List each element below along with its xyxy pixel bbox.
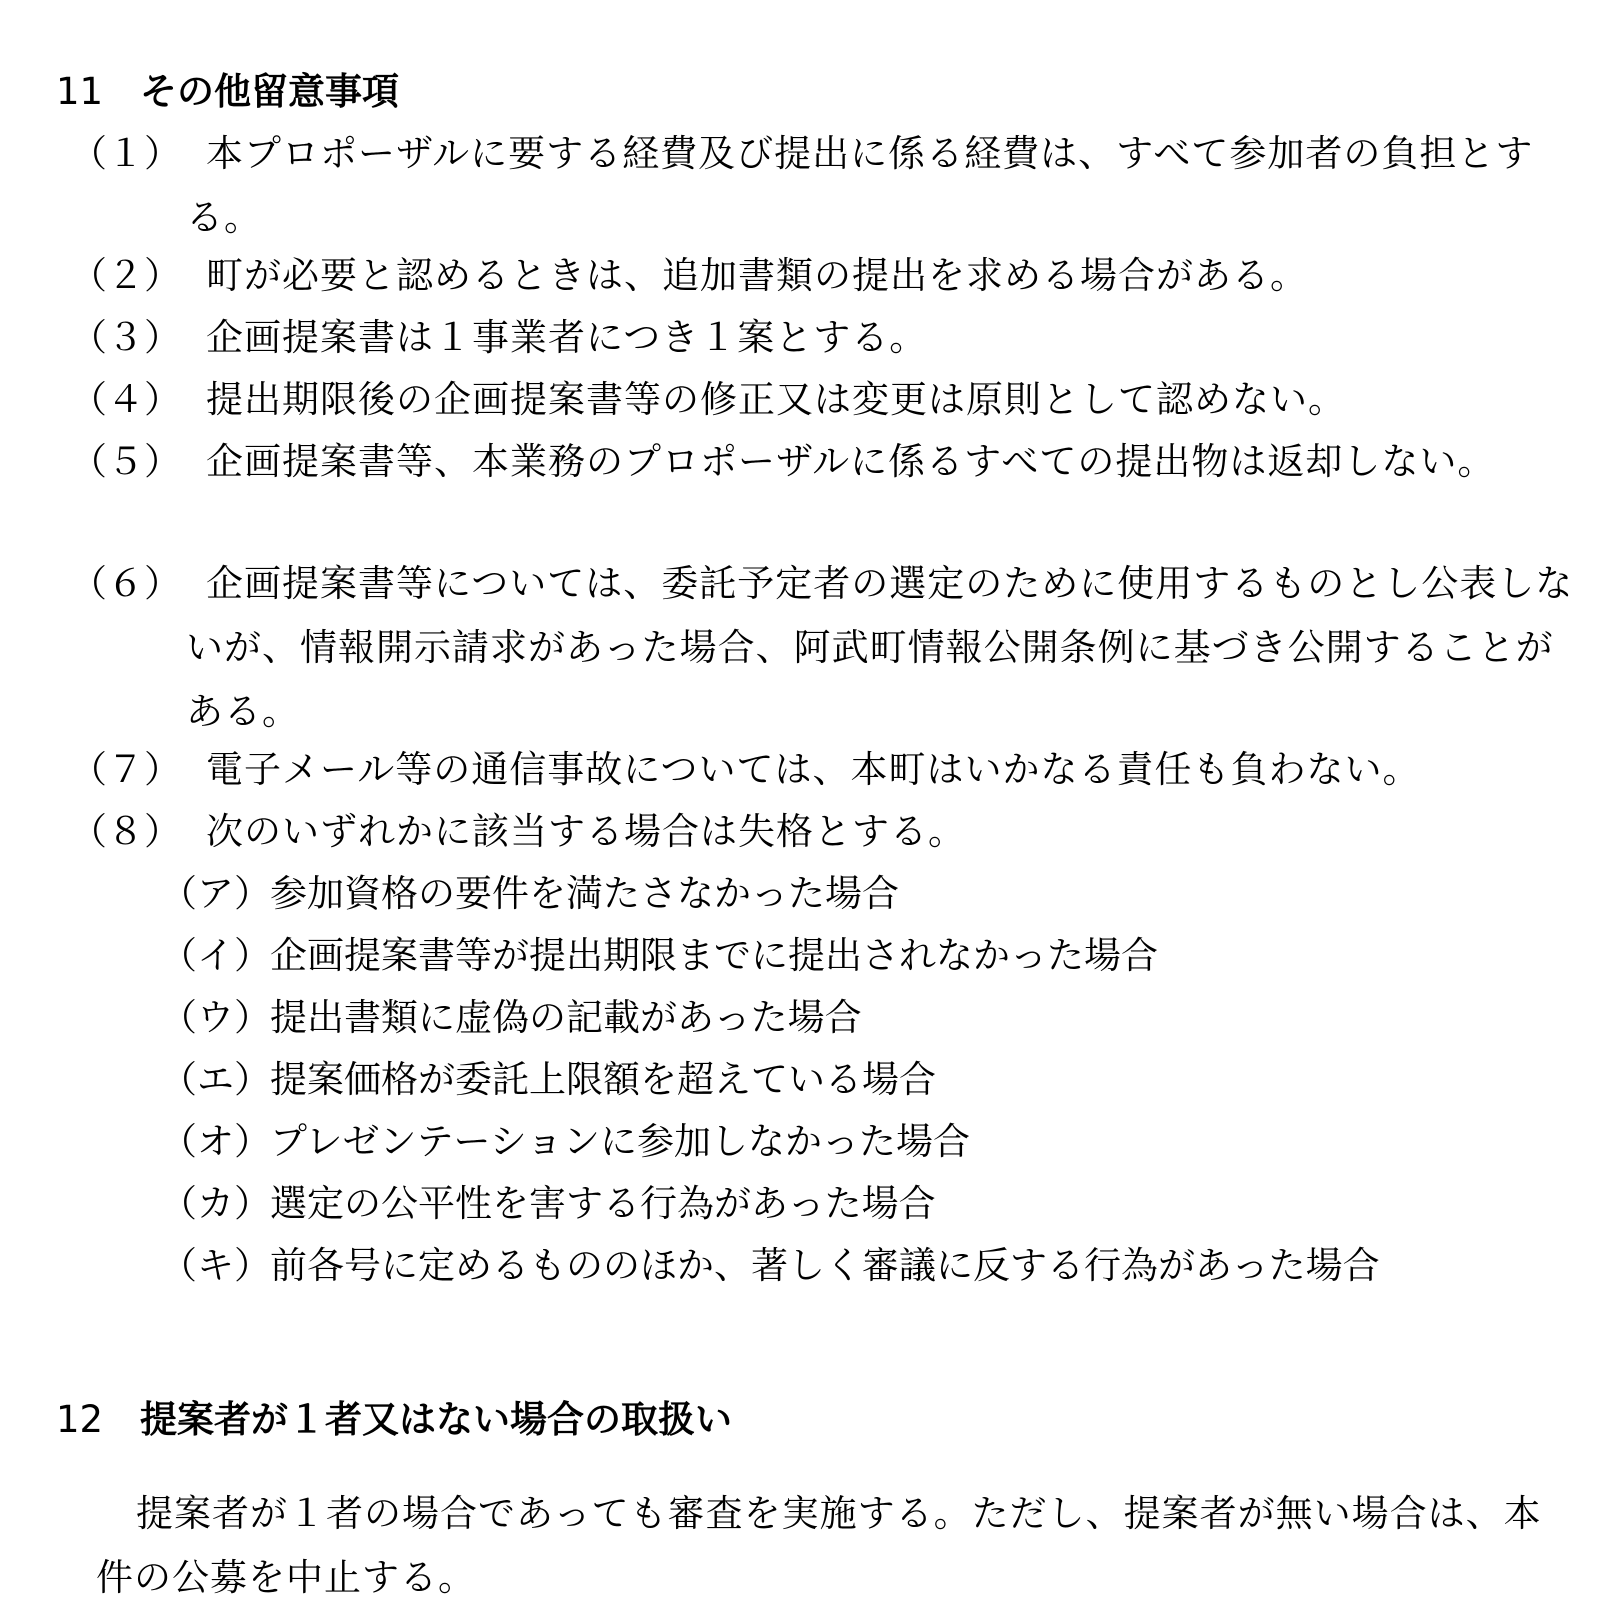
sub-item-text: プレゼンテーションに参加しなかった場合 (270, 1120, 971, 1163)
item-label: （２） (70, 254, 181, 297)
sub-list-item (160, 862, 899, 926)
sub-item-text: 企画提案書等が提出期限までに提出されなかった場合 (270, 934, 1158, 977)
sub-item-label: （オ） (160, 1120, 271, 1163)
section-12-heading (56, 1390, 732, 1450)
section-12-body: 提案者が１者の場合であっても審査を実施する。ただし、提案者が無い場合は、本件の公募を中止する。 (96, 1492, 1542, 1599)
sub-list-item (160, 924, 1158, 988)
section-12-number: 12 (56, 1398, 104, 1441)
item-text: 提出期限後の企画提案書等の修正又は変更は原則として認めない。 (206, 378, 1346, 421)
sub-item-label: （キ） (160, 1244, 271, 1287)
sub-item-label: （イ） (160, 934, 271, 977)
item-text: 企画提案書等、本業務のプロポーザルに係るすべての提出物は返却しない。 (206, 440, 1496, 483)
sub-list-item (160, 1110, 970, 1174)
item-label: （４） (70, 378, 181, 421)
section-12-title: 提案者が１者又はない場合の取扱い (140, 1398, 732, 1441)
sub-item-text: 前各号に定めるもののほか、著しく審議に反する行為があった場合 (270, 1244, 1380, 1287)
item-text: 次のいずれかに該当する場合は失格とする。 (206, 810, 966, 853)
sub-item-label: （エ） (160, 1058, 271, 1101)
sub-item-text: 選定の公平性を害する行為があった場合 (270, 1182, 936, 1225)
item-label: （８） (70, 810, 181, 853)
sub-item-label: （ウ） (160, 996, 271, 1039)
item-text: 電子メール等の通信事故については、本町はいかなる責任も負わない。 (206, 748, 1421, 791)
item-text: 企画提案書は１事業者につき１案とする。 (206, 316, 928, 359)
section-11-heading (56, 62, 399, 122)
item-text: 本プロポーザルに要する経費及び提出に係る経費は、すべて参加者の負担とする。 (186, 132, 1534, 239)
item-label: （６） (70, 562, 181, 605)
section-11-title: その他留意事項 (140, 70, 399, 113)
sub-list-item (160, 1234, 1380, 1298)
item-label: （５） (70, 440, 181, 483)
sub-item-text: 提出書類に虚偽の記載があった場合 (270, 996, 862, 1039)
item-label: （３） (70, 316, 181, 359)
sub-list-item (160, 1172, 936, 1236)
item-label: （７） (70, 748, 181, 791)
sub-list-item (160, 1048, 936, 1112)
sub-item-text: 参加資格の要件を満たさなかった場合 (270, 872, 899, 915)
sub-item-label: （ア） (160, 872, 271, 915)
item-text: 町が必要と認めるときは、追加書類の提出を求める場合がある。 (206, 254, 1308, 297)
section-11-number: 11 (56, 70, 104, 113)
sub-item-text: 提案価格が委託上限額を超えている場合 (270, 1058, 936, 1101)
sub-item-label: （カ） (160, 1182, 271, 1225)
item-text: 企画提案書等については、委託予定者の選定のために使用するものとし公表しないが、情報開示請求があった場合、阿武町情報公開条例に基づき公開することがある。 (186, 562, 1574, 733)
sub-list-item (160, 986, 862, 1050)
item-label: （１） (70, 132, 181, 175)
